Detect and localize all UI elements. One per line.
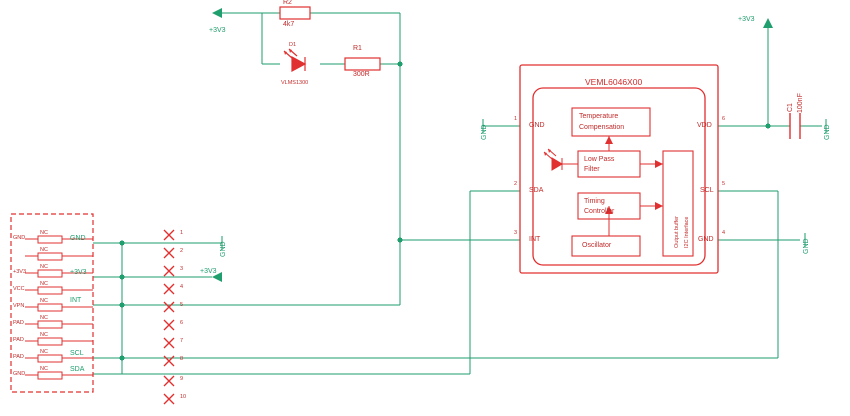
conn-left-label-7: PAD — [13, 337, 24, 343]
net-label-gnd-connector: GND — [220, 241, 227, 257]
conn-left-label-8: PAD — [13, 354, 24, 360]
net-label-gnd-ic-left: GND — [481, 124, 488, 140]
conn-nc-tag-5: NC — [40, 298, 48, 304]
conn-nc-tag-3: NC — [40, 264, 48, 270]
conn-pin-number-2: 2 — [180, 248, 184, 254]
ic-block-lowpass-line2: Filter — [584, 166, 600, 173]
ic-pin-name-gnd-1: GND — [529, 122, 545, 129]
conn-nc-tag-4: NC — [40, 281, 48, 287]
net-label-3v3-connector: +3V3 — [200, 268, 217, 275]
conn-nc-tag-2: NC — [40, 247, 48, 253]
value-r2: 4k7 — [283, 21, 295, 28]
ref-d1: D1 — [289, 42, 297, 48]
conn-pin-number-9: 9 — [180, 376, 184, 382]
net-label-gnd-cap: GND — [824, 124, 831, 140]
ic-pin-number-1: 1 — [514, 116, 518, 122]
conn-left-label-10: GND — [13, 371, 26, 377]
ic-block-timing-line1: Timing — [584, 198, 605, 205]
ic-pin-name-vdd: VDD — [697, 122, 712, 129]
ic-pin-name-sda: SDA — [529, 187, 544, 194]
conn-pin-number-4: 4 — [180, 284, 184, 290]
conn-nc-tag-8: NC — [40, 349, 48, 355]
ic-pin-name-scl: SCL — [700, 187, 714, 194]
ic-pin-number-5: 5 — [722, 181, 726, 187]
ic-block-oscillator: Oscillator — [582, 242, 612, 249]
conn-left-label-4: VCC — [13, 286, 25, 292]
conn-pin-number-1: 1 — [180, 230, 184, 236]
ic-pin-name-gnd-4: GND — [698, 236, 714, 243]
net-label-sda-conn: SDA — [70, 366, 85, 373]
conn-nc-tag-6: NC — [40, 315, 48, 321]
ic-block-temperature-line1: Temperature — [579, 113, 619, 120]
conn-pin-number-5: 5 — [180, 302, 184, 308]
net-label-3v3-topright: +3V3 — [738, 16, 755, 23]
ic-pin-number-6: 6 — [722, 116, 726, 122]
conn-pin-number-10: 10 — [180, 394, 187, 400]
ic-block-outputbuffer-line1: Output buffer — [674, 215, 680, 248]
ic-pin-name-int: INT — [529, 236, 541, 243]
value-d1: VLMS1300 — [281, 80, 309, 86]
net-label-3v3-conn: +3V3 — [70, 269, 87, 276]
conn-pin-number-7: 7 — [180, 338, 184, 344]
net-label-gnd-ic-right: GND — [803, 238, 810, 254]
ic-block-outputbuffer-line2: I2C Interface — [684, 216, 690, 248]
conn-nc-tag-1: NC — [40, 230, 48, 236]
net-label-3v3-topleft: +3V3 — [209, 27, 226, 34]
ic-block-lowpass-line1: Low Pass — [584, 156, 615, 163]
ic-pin-number-3: 3 — [514, 230, 518, 236]
net-label-int-conn: INT — [70, 297, 82, 304]
conn-pin-number-3: 3 — [180, 266, 184, 272]
ic-title: VEML6046X00 — [585, 77, 643, 87]
ref-r2: R2 — [283, 0, 292, 6]
ref-r1: R1 — [353, 45, 362, 52]
ic-pin-number-2: 2 — [514, 181, 518, 187]
conn-pin-number-8: 8 — [180, 356, 184, 362]
conn-left-label-3: +3V3 — [13, 269, 26, 275]
conn-nc-tag-7: NC — [40, 332, 48, 338]
ic-pin-number-4: 4 — [722, 230, 726, 236]
conn-left-label-1: GND — [13, 235, 26, 241]
conn-left-label-5: VPN — [13, 303, 25, 309]
net-label-gnd-conn-pin1: GND — [70, 235, 86, 242]
net-label-scl-conn: SCL — [70, 350, 84, 357]
value-c1: 100nF — [797, 93, 804, 113]
conn-left-label-6: PAD — [13, 320, 24, 326]
ic-block-temperature-line2: Compensation — [579, 124, 625, 131]
ref-c1: C1 — [787, 103, 794, 112]
conn-pin-number-6: 6 — [180, 320, 184, 326]
ic-block-timing-line2: Controller — [584, 208, 615, 215]
value-r1: 300R — [353, 71, 370, 78]
conn-nc-tag-9: NC — [40, 366, 48, 372]
